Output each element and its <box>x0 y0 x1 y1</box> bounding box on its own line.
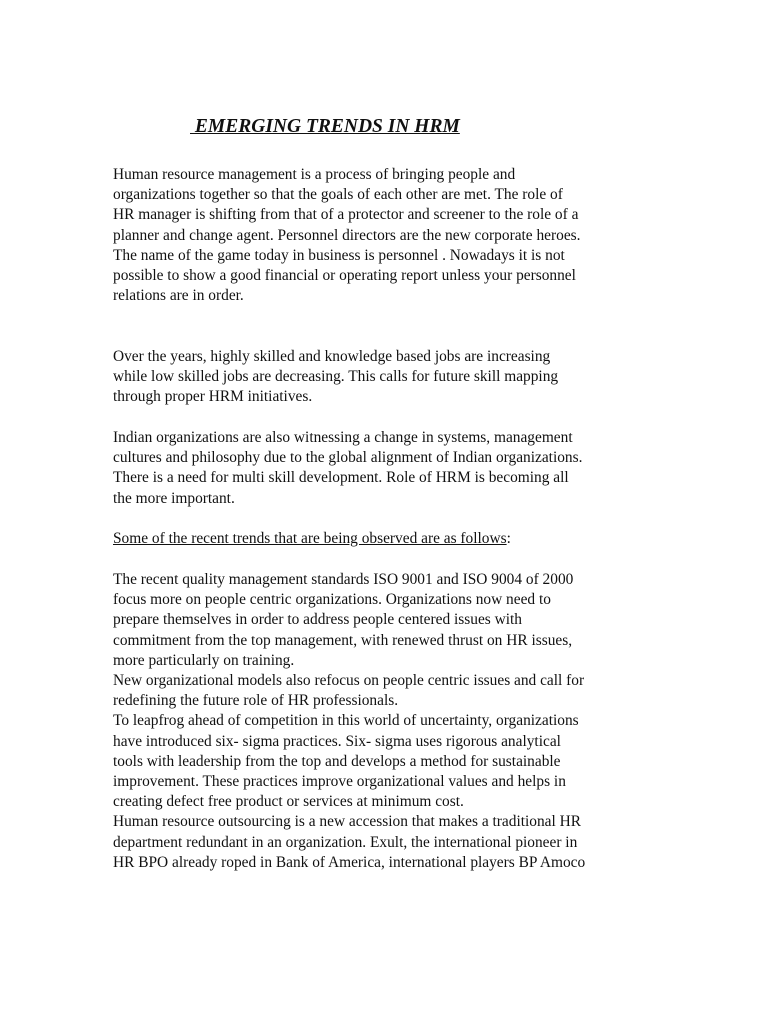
paragraph-line: HR BPO already roped in Bank of America, international players BP Amoco <box>113 853 586 871</box>
trends-heading-line <box>113 529 673 549</box>
paragraph-intro <box>113 165 673 306</box>
paragraph-line: organizations together so that the goals of each other are met. The role of <box>113 186 563 204</box>
paragraph-line: possible to show a good financial or operating report unless your personnel <box>113 267 576 285</box>
paragraph-line: The name of the game today in business is personnel . Nowadays it is not <box>113 246 565 264</box>
paragraph-line: redefining the future role of HR professionals. <box>113 692 399 710</box>
paragraph-line: while low skilled jobs are decreasing. This calls for future skill mapping <box>113 368 559 386</box>
paragraph-skills <box>113 347 673 408</box>
paragraph-line: commitment from the top management, with renewed thrust on HR issues, <box>113 631 573 649</box>
paragraph-line: To leapfrog ahead of competition in this world of uncertainty, organizations <box>113 712 579 730</box>
paragraph-trends <box>113 570 673 873</box>
paragraph-line: prepare themselves in order to address people centered issues with <box>113 611 522 629</box>
paragraph-line: the more important. <box>113 489 235 507</box>
paragraph-line: There is a need for multi skill development. Role of HRM is becoming all <box>113 469 569 487</box>
paragraph-line: HR manager is shifting from that of a protector and screener to the role of a <box>113 206 579 224</box>
paragraph-line: more particularly on training. <box>113 651 295 669</box>
paragraph-line: have introduced six- sigma practices. Six- sigma uses rigorous analytical <box>113 732 561 750</box>
paragraph-line: improvement. These practices improve organizational values and helps in <box>113 773 566 791</box>
paragraph-line: Human resource management is a process of bringing people and <box>113 166 516 183</box>
paragraph-line: Indian organizations are also witnessing a change in systems, management <box>113 429 573 446</box>
paragraph-line: relations are in order. <box>113 287 244 305</box>
trends-heading <box>113 529 673 549</box>
paragraph-line: creating defect free product or services at minimum cost. <box>113 793 464 811</box>
paragraph-indian-organizations <box>113 428 673 509</box>
paragraph-line: Human resource outsourcing is a new accession that makes a traditional HR <box>113 813 581 831</box>
paragraph-line: focus more on people centric organizations. Organizations now need to <box>113 591 551 609</box>
paragraph-line: The recent quality management standards ISO 9001 and ISO 9004 of 2000 <box>113 571 574 588</box>
document-title: EMERGING TRENDS IN HRM <box>190 116 460 137</box>
paragraph-line: Over the years, highly skilled and knowledge based jobs are increasing <box>113 348 551 365</box>
paragraph-line: department redundant in an organization. Exult, the international pioneer in <box>113 833 578 851</box>
trends-heading-suffix: : <box>506 530 511 547</box>
paragraph-line: cultures and philosophy due to the global alignment of Indian organizations. <box>113 449 583 467</box>
paragraph-line: planner and change agent. Personnel directors are the new corporate heroes. <box>113 226 581 244</box>
paragraph-line: through proper HRM initiatives. <box>113 388 313 406</box>
trends-heading-text: Some of the recent trends that are being observed are as follows <box>113 530 507 547</box>
paragraph-line: New organizational models also refocus on people centric issues and call for <box>113 672 585 690</box>
paragraph-line: tools with leadership from the top and develops a method for sustainable <box>113 752 561 770</box>
